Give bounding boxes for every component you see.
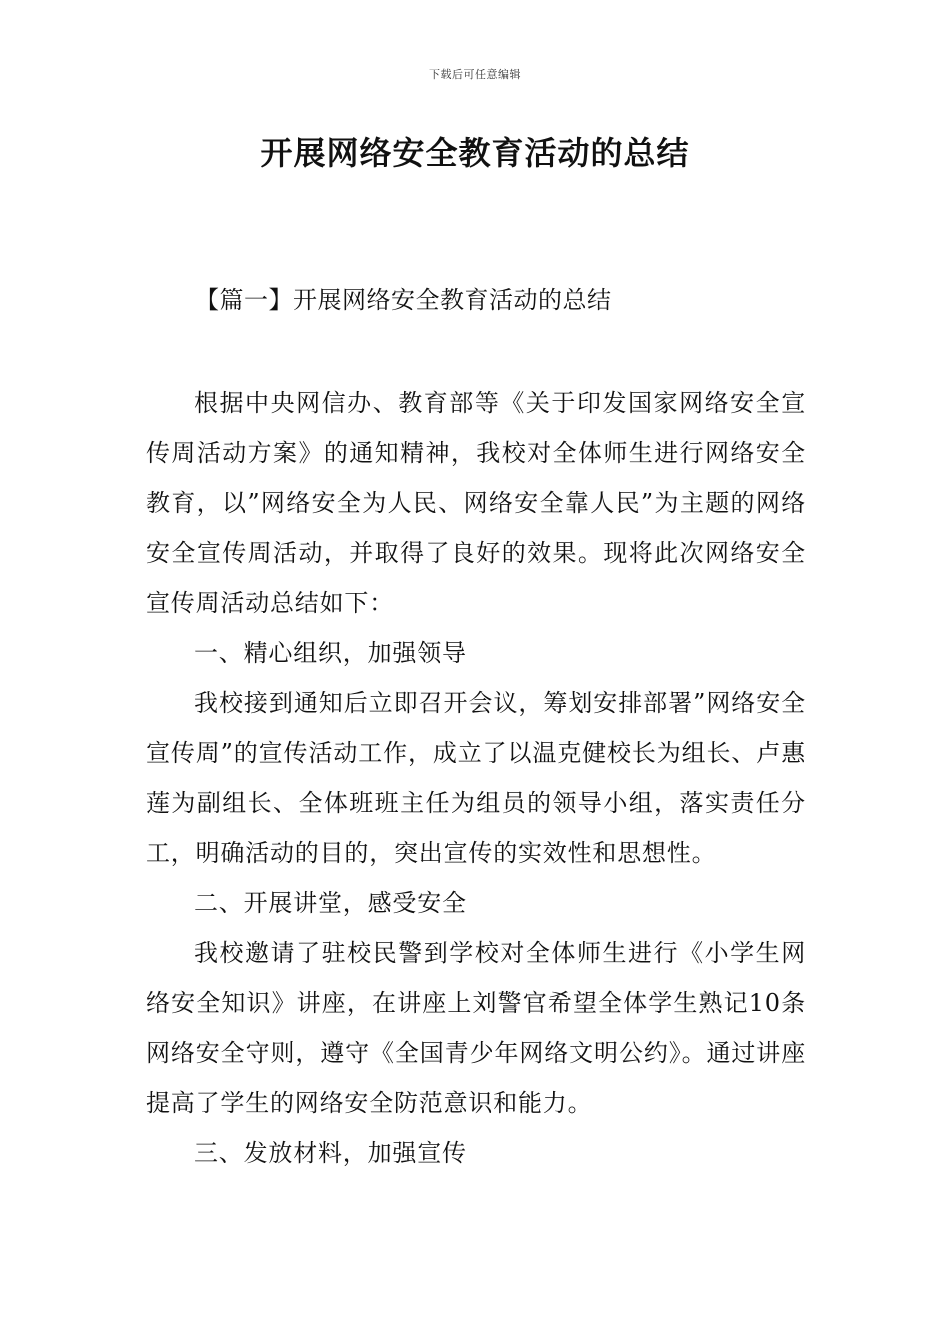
heading-lecture: 二、开展讲堂，感受安全 <box>194 889 467 917</box>
header-note: 下载后可任意编辑 <box>429 68 521 81</box>
section-title: 【篇一】开展网络安全教育活动的总结 <box>195 286 612 314</box>
paragraph-organize: 我校接到通知后立即召开会议，筹划安排部署”网络安全宣传周”的宣传活动工作，成立了以温克健校长为组长、卢惠莲为副组长、全体班班主任为组员的领导小组，落实责任分工，明确活动的目的，突出宣传的实效性和思想性。 <box>146 689 806 867</box>
document-title: 开展网络安全教育活动的总结 <box>260 134 690 172</box>
paragraph-lecture: 我校邀请了驻校民警到学校对全体师生进行《小学生网络安全知识》讲座，在讲座上刘警官希望全体学生熟记10条网络安全守则，遵守《全国青少年网络文明公约》。通过讲座提高了学生的网络安全防范意识和能力。 <box>146 939 806 1117</box>
heading-organize: 一、精心组织，加强领导 <box>194 639 467 667</box>
paragraph-intro: 根据中央网信办、教育部等《关于印发国家网络安全宣传周活动方案》的通知精神，我校对全体师生进行网络安全教育，以”网络安全为人民、网络安全靠人民”为主题的网络安全宣传周活动，并取得了良好的效果。现将此次网络安全宣传周活动总结如下： <box>146 389 806 617</box>
heading-materials: 三、发放材料，加强宣传 <box>194 1139 467 1167</box>
document-body <box>146 378 806 1178</box>
